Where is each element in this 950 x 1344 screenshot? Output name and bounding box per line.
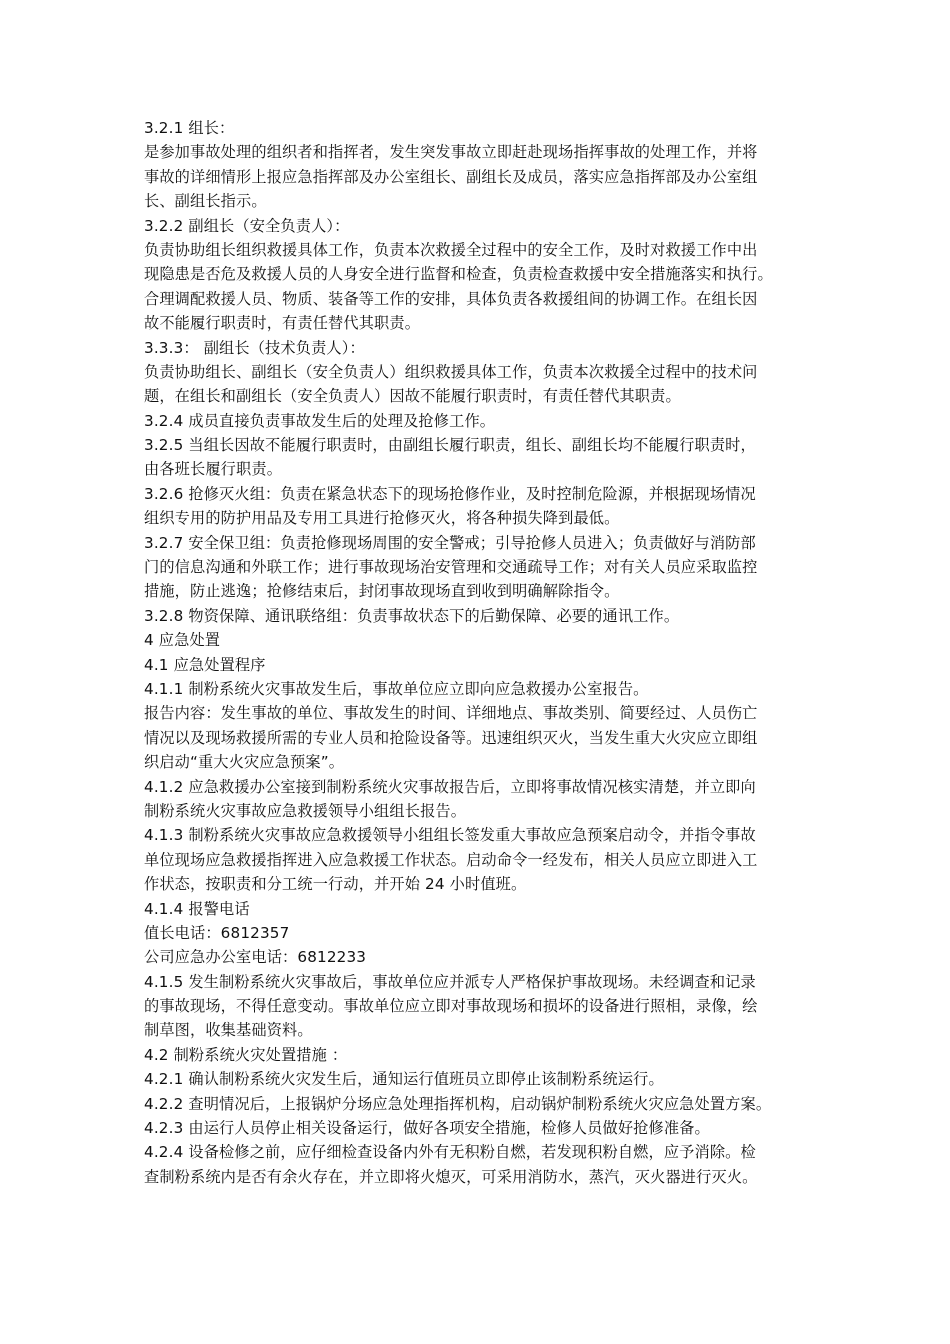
text-line: 负责协助组长、副组长（安全负责人）组织救援具体工作，负责本次救援全过程中的技术问 [144, 362, 758, 381]
text-line: 3.2.4 成员直接负责事故发生后的处理及抢修工作。 [144, 411, 496, 430]
text-line: 4.1 应急处置程序 [144, 655, 266, 674]
text-line: 3.2.1 组长： [144, 119, 235, 137]
text-line: 报告内容：发生事故的单位、事故发生的时间、详细地点、事故类别、简要经过、人员伤亡 [144, 704, 758, 723]
text-line: 故不能履行职责时，有责任替代其职责。 [144, 314, 421, 333]
text-line: 事故的详细情形上报应急指挥部及办公室组长、副组长及成员，落实应急指挥部及办公室组 [144, 167, 758, 186]
text-line: 制草图，收集基础资料。 [144, 1021, 313, 1040]
text-line: 题，在组长和副组长（安全负责人）因故不能履行职责时，有责任替代其职责。 [144, 387, 681, 406]
text-line: 4.2.4 设备检修之前，应仔细检查设备内外有无积粉自燃，若发现积粉自燃，应予消除。检 [144, 1143, 756, 1162]
text-line: 组织专用的防护用品及专用工具进行抢修灭火，将各种损失降到最低。 [144, 509, 620, 528]
text-line: 值长电话：6812357 [144, 923, 290, 942]
text-line: 由各班长履行职责。 [144, 460, 283, 479]
text-line: 现隐患是否危及救援人员的人身安全进行监督和检查，负责检查救援中安全措施落实和执行。 [144, 265, 773, 284]
text-line: 门的信息沟通和外联工作；进行事故现场治安管理和交通疏导工作；对有关人员应采取监控 [144, 558, 758, 577]
text-line: 4.2.1 确认制粉系统火灾发生后，通知运行值班员立即停止该制粉系统运行。 [144, 1070, 664, 1089]
text-line: 4.1.3 制粉系统火灾事故应急救援领导小组组长签发重大事故应急预案启动令，并指令事故 [144, 826, 756, 845]
text-line: 3.2.6 抢修灭火组：负责在紧急状态下的现场抢修作业，及时控制危险源，并根据现场情况 [144, 484, 756, 503]
text-line: 是参加事故处理的组织者和指挥者，发生突发事故立即赶赴现场指挥事故的处理工作，并将 [144, 143, 758, 162]
text-line: 查制粉系统内是否有余火存在，并立即将火熄灭，可采用消防水，蒸汽，灭火器进行灭火。 [144, 1167, 758, 1186]
text-line: 3.2.7 安全保卫组：负责抢修现场周围的安全警戒；引导抢修人员进入；负责做好与消防部 [144, 533, 756, 552]
text-line: 4.1.2 应急救援办公室接到制粉系统火灾事故报告后，立即将事故情况核实清楚，并立即向 [144, 777, 756, 796]
text-line: 制粉系统火灾事故应急救援领导小组组长报告。 [144, 801, 467, 820]
text-line: 单位现场应急救援指挥进入应急救援工作状态。启动命令一经发布，相关人员应立即进入工 [144, 850, 758, 869]
document-body [144, 116, 816, 1189]
text-line: 3.2.5 当组长因故不能履行职责时，由副组长履行职责，组长、副组长均不能履行职责时， [144, 436, 756, 455]
text-line: 措施，防止逃逸；抢修结束后，封闭事故现场直到收到明确解除指令。 [144, 582, 620, 601]
text-line: 4.2.2 查明情况后，上报锅炉分场应急处理指挥机构，启动锅炉制粉系统火灾应急处置方案。 [144, 1094, 772, 1113]
text-line: 织启动“重大火灾应急预案”。 [144, 753, 345, 772]
text-line: 4 应急处置 [144, 631, 221, 650]
text-line: 3.2.2 副组长（安全负责人）： [144, 216, 350, 235]
text-line: 3.2.8 物资保障、通讯联络组：负责事故状态下的后勤保障、必要的通讯工作。 [144, 606, 680, 625]
text-line: 4.1.1 制粉系统火灾事故发生后，事故单位应立即向应急救援办公室报告。 [144, 679, 649, 698]
text-line: 4.2.3 由运行人员停止相关设备运行，做好各项安全措施，检修人员做好抢修准备。 [144, 1119, 710, 1138]
text-line: 公司应急办公室电话：6812233 [144, 948, 367, 967]
text-line: 4.2 制粉系统火灾处置措施 ： [144, 1045, 348, 1064]
text-line: 长、副组长指示。 [144, 192, 267, 211]
text-line: 作状态，按职责和分工统一行动，并开始 24 小时值班。 [144, 875, 527, 894]
text-line: 4.1.5 发生制粉系统火灾事故后，事故单位应并派专人严格保护事故现场。未经调查和记录 [144, 972, 756, 991]
text-line: 负责协助组长组织救援具体工作，负责本次救援全过程中的安全工作，及时对救援工作中出 [144, 240, 758, 259]
text-line: 4.1.4 报警电话 [144, 899, 250, 918]
document-page [144, 116, 816, 1189]
text-line: 合理调配救援人员、物质、装备等工作的安排，具体负责各救援组间的协调工作。在组长因 [144, 289, 758, 308]
text-line: 的事故现场，不得任意变动。事故单位应立即对事故现场和损坏的设备进行照相，录像，绘 [144, 997, 758, 1016]
text-line: 情况以及现场救援所需的专业人员和抢险设备等。迅速组织灭火，当发生重大火灾应立即组 [144, 728, 758, 747]
text-line: 3.3.3： 副组长（技术负责人）： [144, 338, 365, 357]
